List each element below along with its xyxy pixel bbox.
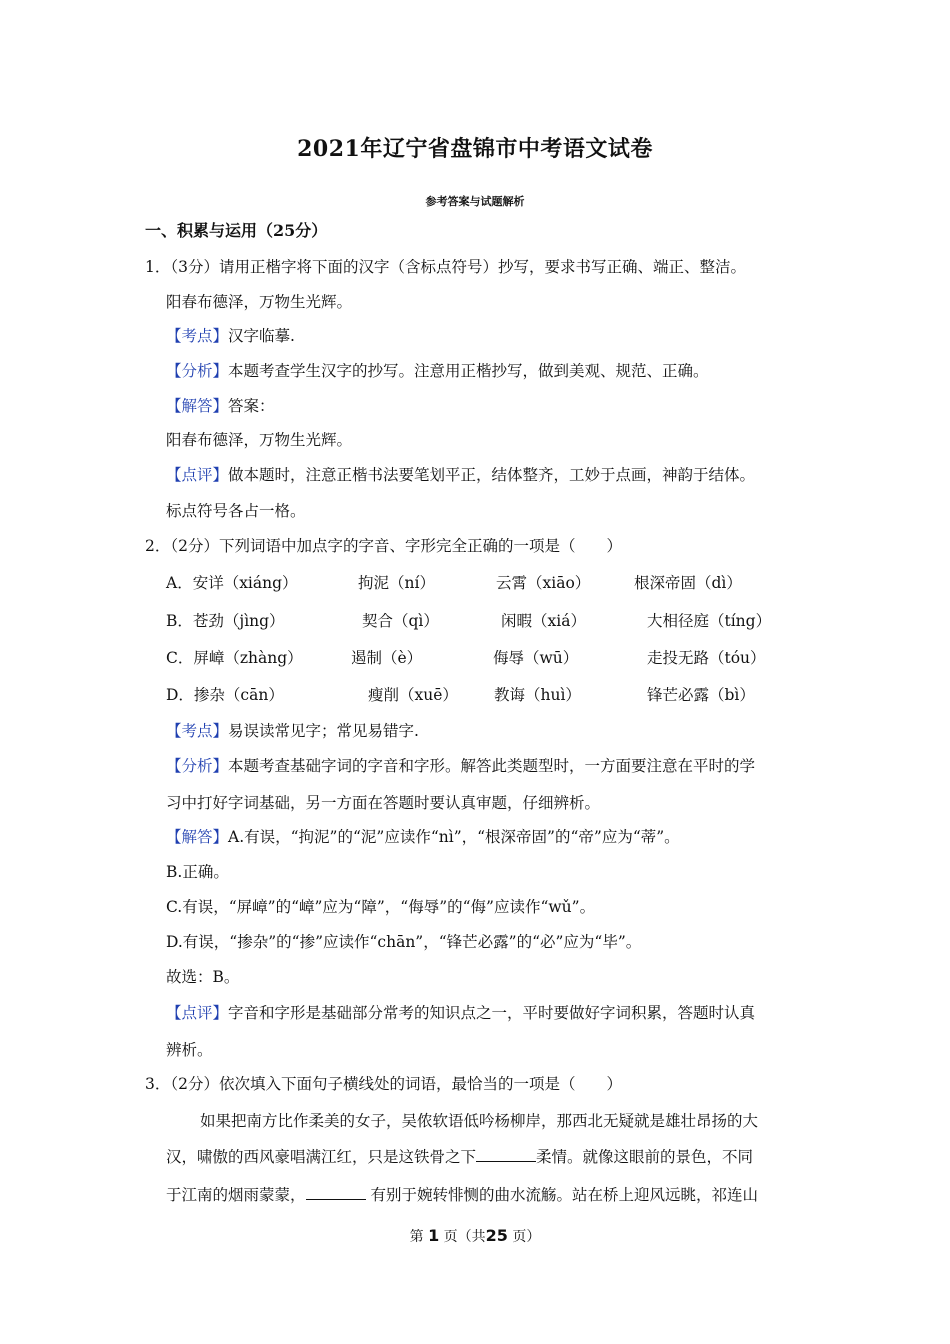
option-b-2: 契合（qì）: [362, 612, 439, 630]
question-1-fenxi: [166, 361, 709, 381]
question-2-jieda: [166, 827, 680, 847]
paragraph-text: 有别于婉转悱恻的曲水流觞。站在桥上迎风远眺，祁连山: [365, 1186, 758, 1204]
question-2-fenxi: [166, 756, 755, 776]
option-d-1: D．掺杂（cān）: [166, 686, 284, 704]
option-b-1: B．苍劲（jìng）: [166, 612, 285, 630]
question-2-kaodian: [166, 721, 419, 741]
question-3-paragraph-line-1: 如果把南方比作柔美的女子，吴侬软语低吟杨柳岸，那西北无疑就是雄壮昂扬的大: [200, 1112, 759, 1130]
option-c-4: 走投无路（tóu）: [647, 649, 766, 667]
question-1-jieda: [166, 396, 275, 416]
fenxi-text: 本题考查基础字词的字音和字形。解答此类题型时，一方面要注意在平时的学: [228, 757, 756, 775]
fill-blank-2: [306, 1185, 366, 1200]
page-subtitle: 参考答案与试题解析: [425, 195, 525, 208]
paragraph-text: 柔情。就像这眼前的景色，不同: [536, 1148, 754, 1166]
question-2-stem: 2．（2分）下列词语中加点字的字音、字形完全正确的一项是（ ）: [145, 537, 622, 555]
footer-text: 页）: [512, 1229, 541, 1245]
question-3-stem: 3．（2分）依次填入下面句子横线处的词语，最恰当的一项是（ ）: [145, 1075, 622, 1093]
option-a-3: 云霄（xiāo）: [496, 574, 591, 592]
fill-blank-1: [476, 1147, 536, 1162]
dianping-text: 做本题时，注意正楷书法要笔划平正，结体整齐，工妙于点画，神韵于结体。: [228, 466, 756, 484]
kaodian-text: 易误读常见字；常见易错字.: [228, 722, 419, 740]
page-footer: [0, 1226, 950, 1246]
option-d-4: 锋芒必露（bì）: [647, 686, 755, 704]
footer-page-number: 1: [428, 1226, 440, 1245]
option-c-2: 遏制（è）: [351, 649, 423, 667]
question-1-kaodian: [166, 326, 295, 346]
fenxi-text: 本题考查学生汉字的抄写。注意用正楷抄写，做到美观、规范、正确。: [228, 362, 709, 380]
question-2-jieda-b: B.正确。: [166, 863, 229, 881]
kaodian-text: 汉字临摹.: [228, 327, 295, 345]
question-2-guxuan: 故选：B。: [166, 968, 240, 986]
option-b-3: 闲暇（xiá）: [501, 612, 586, 630]
question-3-paragraph-line-2: [166, 1147, 753, 1167]
option-d-3: 教诲（huì）: [494, 686, 581, 704]
paragraph-text: 于江南的烟雨蒙蒙，: [166, 1186, 306, 1204]
question-1-text: 阳春布德泽，万物生光辉。: [166, 293, 353, 311]
dianping-text: 字音和字形是基础部分常考的知识点之一，平时要做好字词积累，答题时认真: [228, 1004, 756, 1022]
option-c-3: 侮辱（wū）: [493, 649, 579, 667]
option-d-2: 瘦削（xuē）: [368, 686, 458, 704]
question-2-jieda-d: D.有误，“掺杂”的“掺”应读作“chān”，“锋芒必露”的“必”应为“毕”。: [166, 933, 642, 951]
tag-dianping: 【点评】: [166, 466, 229, 484]
section-heading: 一、积累与运用（25分）: [145, 221, 328, 240]
tag-jieda: 【解答】: [166, 397, 229, 415]
footer-total-pages: 25: [485, 1226, 508, 1245]
question-1-answer: 阳春布德泽，万物生光辉。: [166, 431, 353, 449]
footer-text: 第: [409, 1229, 424, 1245]
option-c-1: C．屏嶂（zhàng）: [166, 649, 303, 667]
tag-dianping: 【点评】: [166, 1004, 229, 1022]
question-1-dianping-cont: 标点符号各占一格。: [166, 502, 306, 520]
paragraph-text: 汉，啸傲的西风豪唱满江红，只是这铁骨之下: [166, 1148, 477, 1166]
page-title: 2021年辽宁省盘锦市中考语文试卷: [297, 136, 653, 162]
tag-fenxi: 【分析】: [166, 757, 229, 775]
question-1-dianping: [166, 465, 755, 485]
tag-jieda: 【解答】: [166, 828, 229, 846]
question-2-dianping-cont: 辨析。: [166, 1041, 213, 1059]
question-3-paragraph-line-3: [166, 1185, 758, 1205]
jieda-text: A.有误，“拘泥”的“泥”应读作“nì”，“根深帝固”的“帝”应为“蒂”。: [228, 828, 680, 846]
question-2-jieda-c: C.有误，“屏嶂”的“嶂”应为“障”，“侮辱”的“侮”应读作“wǔ”。: [166, 898, 596, 916]
tag-kaodian: 【考点】: [166, 722, 229, 740]
jieda-text: 答案：: [228, 397, 275, 415]
option-a-2: 拘泥（ní）: [358, 574, 435, 592]
option-b-4: 大相径庭（tíng）: [647, 612, 772, 630]
question-2-fenxi-cont: 习中打好字词基础，另一方面在答题时要认真审题，仔细辨析。: [166, 794, 601, 812]
footer-text: 页（共: [443, 1229, 486, 1245]
question-2-dianping: [166, 1003, 755, 1023]
option-a-4: 根深帝固（dì）: [634, 574, 742, 592]
tag-kaodian: 【考点】: [166, 327, 229, 345]
tag-fenxi: 【分析】: [166, 362, 229, 380]
option-a-1: A．安详（xiáng）: [166, 574, 298, 592]
question-1-stem: 1．（3分）请用正楷字将下面的汉字（含标点符号）抄写，要求书写正确、端正、整洁。: [145, 258, 746, 276]
